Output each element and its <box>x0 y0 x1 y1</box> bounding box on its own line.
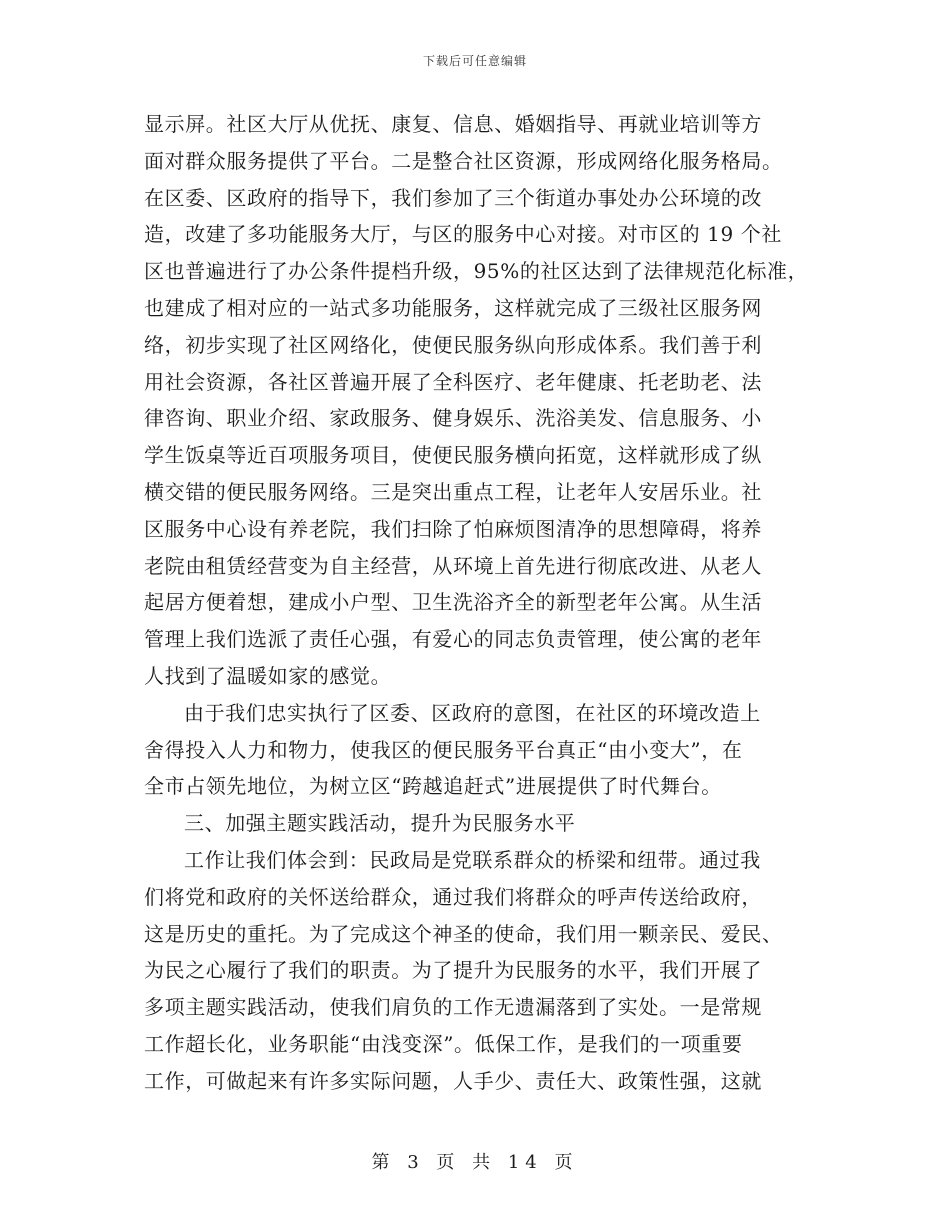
body-line: 全市占领先地位，为树立区“跨越追赶式”进展提供了时代舞台。 <box>144 774 722 799</box>
body-line: 显示屏。社区大厅从优抚、康复、信息、婚姻指导、再就业培训等方 <box>144 112 762 136</box>
page-number: 第 3 页 共 14 页 <box>371 1152 579 1173</box>
body-line: 区也普遍进行了办公条件提档升级，95%的社区达到了法律规范化标准， <box>144 259 809 284</box>
body-line: 工作，可做起来有许多实际问题，人手少、责任大、政策性强，这就 <box>144 1068 762 1093</box>
body-line: 多项主题实践活动，使我们肩负的工作无遗漏落到了实处。一是常规 <box>144 995 762 1020</box>
section-heading: 三、加强主题实践活动，提升为民服务水平 <box>184 811 576 836</box>
page-header: 下载后可任意编辑 <box>422 54 527 68</box>
body-line: 学生饭桌等近百项服务项目，使便民服务横向拓宽，这样就形成了纵 <box>144 443 762 468</box>
body-line: 横交错的便民服务网络。三是突出重点工程，让老年人安居乐业。社 <box>144 479 762 504</box>
body-line: 们将党和政府的关怀送给群众，通过我们将群众的呼声传送给政府， <box>144 884 762 909</box>
body-line: 工作超长化，业务职能“由浅变深”。低保工作，是我们的一项重要 <box>144 1031 743 1056</box>
body-line: 这是历史的重托。为了完成这个神圣的使命，我们用一颗亲民、爱民、 <box>144 921 783 946</box>
body-line: 管理上我们选派了责任心强，有爱心的同志负责管理，使公寓的老年 <box>144 627 762 652</box>
body-line: 人找到了温暖如家的感觉。 <box>144 663 392 688</box>
body-line: 在区委、区政府的指导下，我们参加了三个街道办事处办公环境的改 <box>144 185 762 210</box>
body-line: 起居方便着想，建成小户型、卫生洗浴齐全的新型老年公寓。从生活 <box>144 590 762 615</box>
body-line: 舍得投入人力和物力，使我区的便民服务平台真正“由小变大”，在 <box>144 737 743 762</box>
paragraph-start-line: 由于我们忠实执行了区委、区政府的意图，在社区的环境改造上 <box>184 700 761 725</box>
document-body <box>144 106 824 1100</box>
body-line: 络，初步实现了社区网络化，使便民服务纵向形成体系。我们善于利 <box>144 332 762 357</box>
body-line: 造，改建了多功能服务大厅，与区的服务中心对接。对市区的 19 个社 <box>144 222 782 247</box>
body-line: 老院由租赁经营变为自主经营，从环境上首先进行彻底改进、从老人 <box>144 553 762 578</box>
body-line: 律咨询、职业介绍、家政服务、健身娱乐、洗浴美发、信息服务、小 <box>144 406 762 431</box>
body-line: 用社会资源，各社区普遍开展了全科医疗、老年健康、托老助老、法 <box>144 369 762 394</box>
body-line: 为民之心履行了我们的职责。为了提升为民服务的水平，我们开展了 <box>144 958 762 983</box>
body-line: 区服务中心设有养老院，我们扫除了怕麻烦图清净的思想障碍，将养 <box>144 516 762 541</box>
paragraph-start-line: 工作让我们体会到：民政局是党联系群众的桥梁和纽带。通过我 <box>184 847 761 872</box>
body-line: 面对群众服务提供了平台。二是整合社区资源，形成网络化服务格局。 <box>144 148 783 173</box>
body-line: 也建成了相对应的一站式多功能服务，这样就完成了三级社区服务网 <box>144 295 762 320</box>
